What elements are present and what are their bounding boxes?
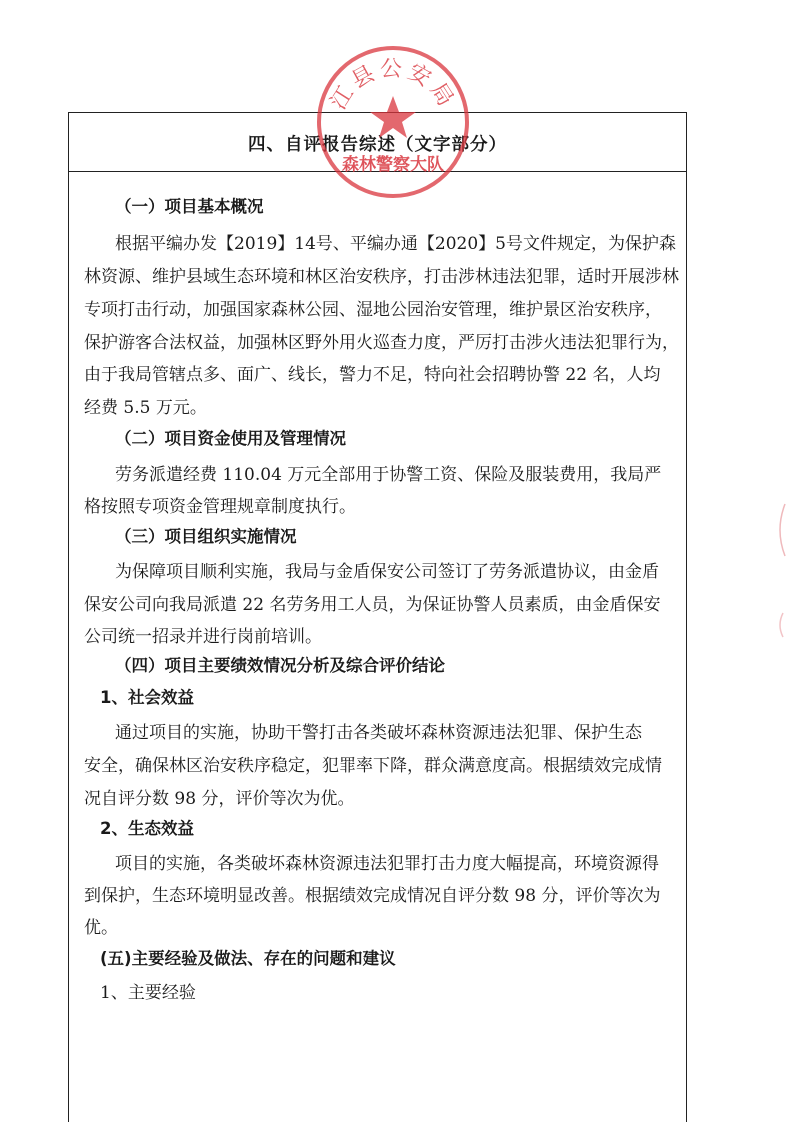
paragraph-line: 项目的实施，各类破坏森林资源违法犯罪打击力度大幅提高，环境资源得 (115, 854, 659, 874)
paragraph-line: 保护游客合法权益，加强林区野外用火巡查力度，严厉打击涉火违法犯罪行为， (84, 333, 679, 353)
paragraph-line: 由于我局管辖点多、面广、线长，警力不足，特向社会招聘协警 22 名，人均 (84, 365, 661, 385)
seal-text-top: 江县公安局 (326, 57, 460, 115)
paragraph-line: 1、主要经验 (100, 983, 196, 1003)
paragraph-line: 为保障项目顺利实施，我局与金盾保安公司签订了劳务派遣协议，由金盾 (115, 562, 659, 582)
paragraph-line: 根据平编办发【2019】14号、平编办通【2020】5号文件规定，为保护森 (115, 234, 676, 254)
edge-seal-mark (773, 610, 787, 640)
section-heading-5: (五)主要经验及做法、存在的问题和建议 (100, 949, 396, 968)
paragraph-line: 通过项目的实施，协助干警打击各类破坏森林资源违法犯罪、保护生态 (115, 723, 642, 743)
paragraph-line: 林资源、维护县域生态环境和林区治安秩序，打击涉林违法犯罪，适时开展涉林 (84, 267, 679, 287)
section-heading-2: （二）项目资金使用及管理情况 (115, 429, 346, 448)
star-icon (370, 96, 416, 138)
paragraph-line: 专项打击行动，加强国家森林公园、湿地公园治安管理，维护景区治安秩序， (84, 300, 662, 320)
paragraph-line: 况自评分数 98 分，评价等次为优。 (84, 789, 355, 809)
paragraph-line: 公司统一招录并进行岗前培训。 (84, 627, 322, 647)
official-seal (315, 44, 471, 200)
paragraph-line: 安全，确保林区治安秩序稳定，犯罪率下降，群众满意度高。根据绩效完成情 (84, 756, 662, 776)
paragraph-line: 经费 5.5 万元。 (84, 398, 207, 418)
section-heading-4: （四）项目主要绩效情况分析及综合评价结论 (115, 656, 445, 675)
seal-text-bottom: 森林警察大队 (342, 155, 444, 175)
subsection-heading-ecological: 2、生态效益 (100, 819, 194, 838)
paragraph-line: 保安公司向我局派遣 22 名劳务用工人员，为保证协警人员素质，由金盾保安 (84, 595, 661, 615)
paragraph-line: 劳务派遣经费 110.04 万元全部用于协警工资、保险及服装费用，我局严 (115, 465, 662, 485)
page-title: 四、自评报告综述（文字部分） (248, 135, 507, 155)
paragraph-line: 优。 (84, 918, 118, 938)
edge-seal-mark (773, 500, 787, 560)
paragraph-line: 格按照专项资金管理规章制度执行。 (84, 497, 356, 517)
subsection-heading-social: 1、社会效益 (100, 688, 194, 707)
paragraph-line: 到保护，生态环境明显改善。根据绩效完成情况自评分数 98 分，评价等次为 (84, 886, 661, 906)
section-heading-1: （一）项目基本概况 (115, 197, 264, 216)
section-heading-3: （三）项目组织实施情况 (115, 527, 297, 546)
